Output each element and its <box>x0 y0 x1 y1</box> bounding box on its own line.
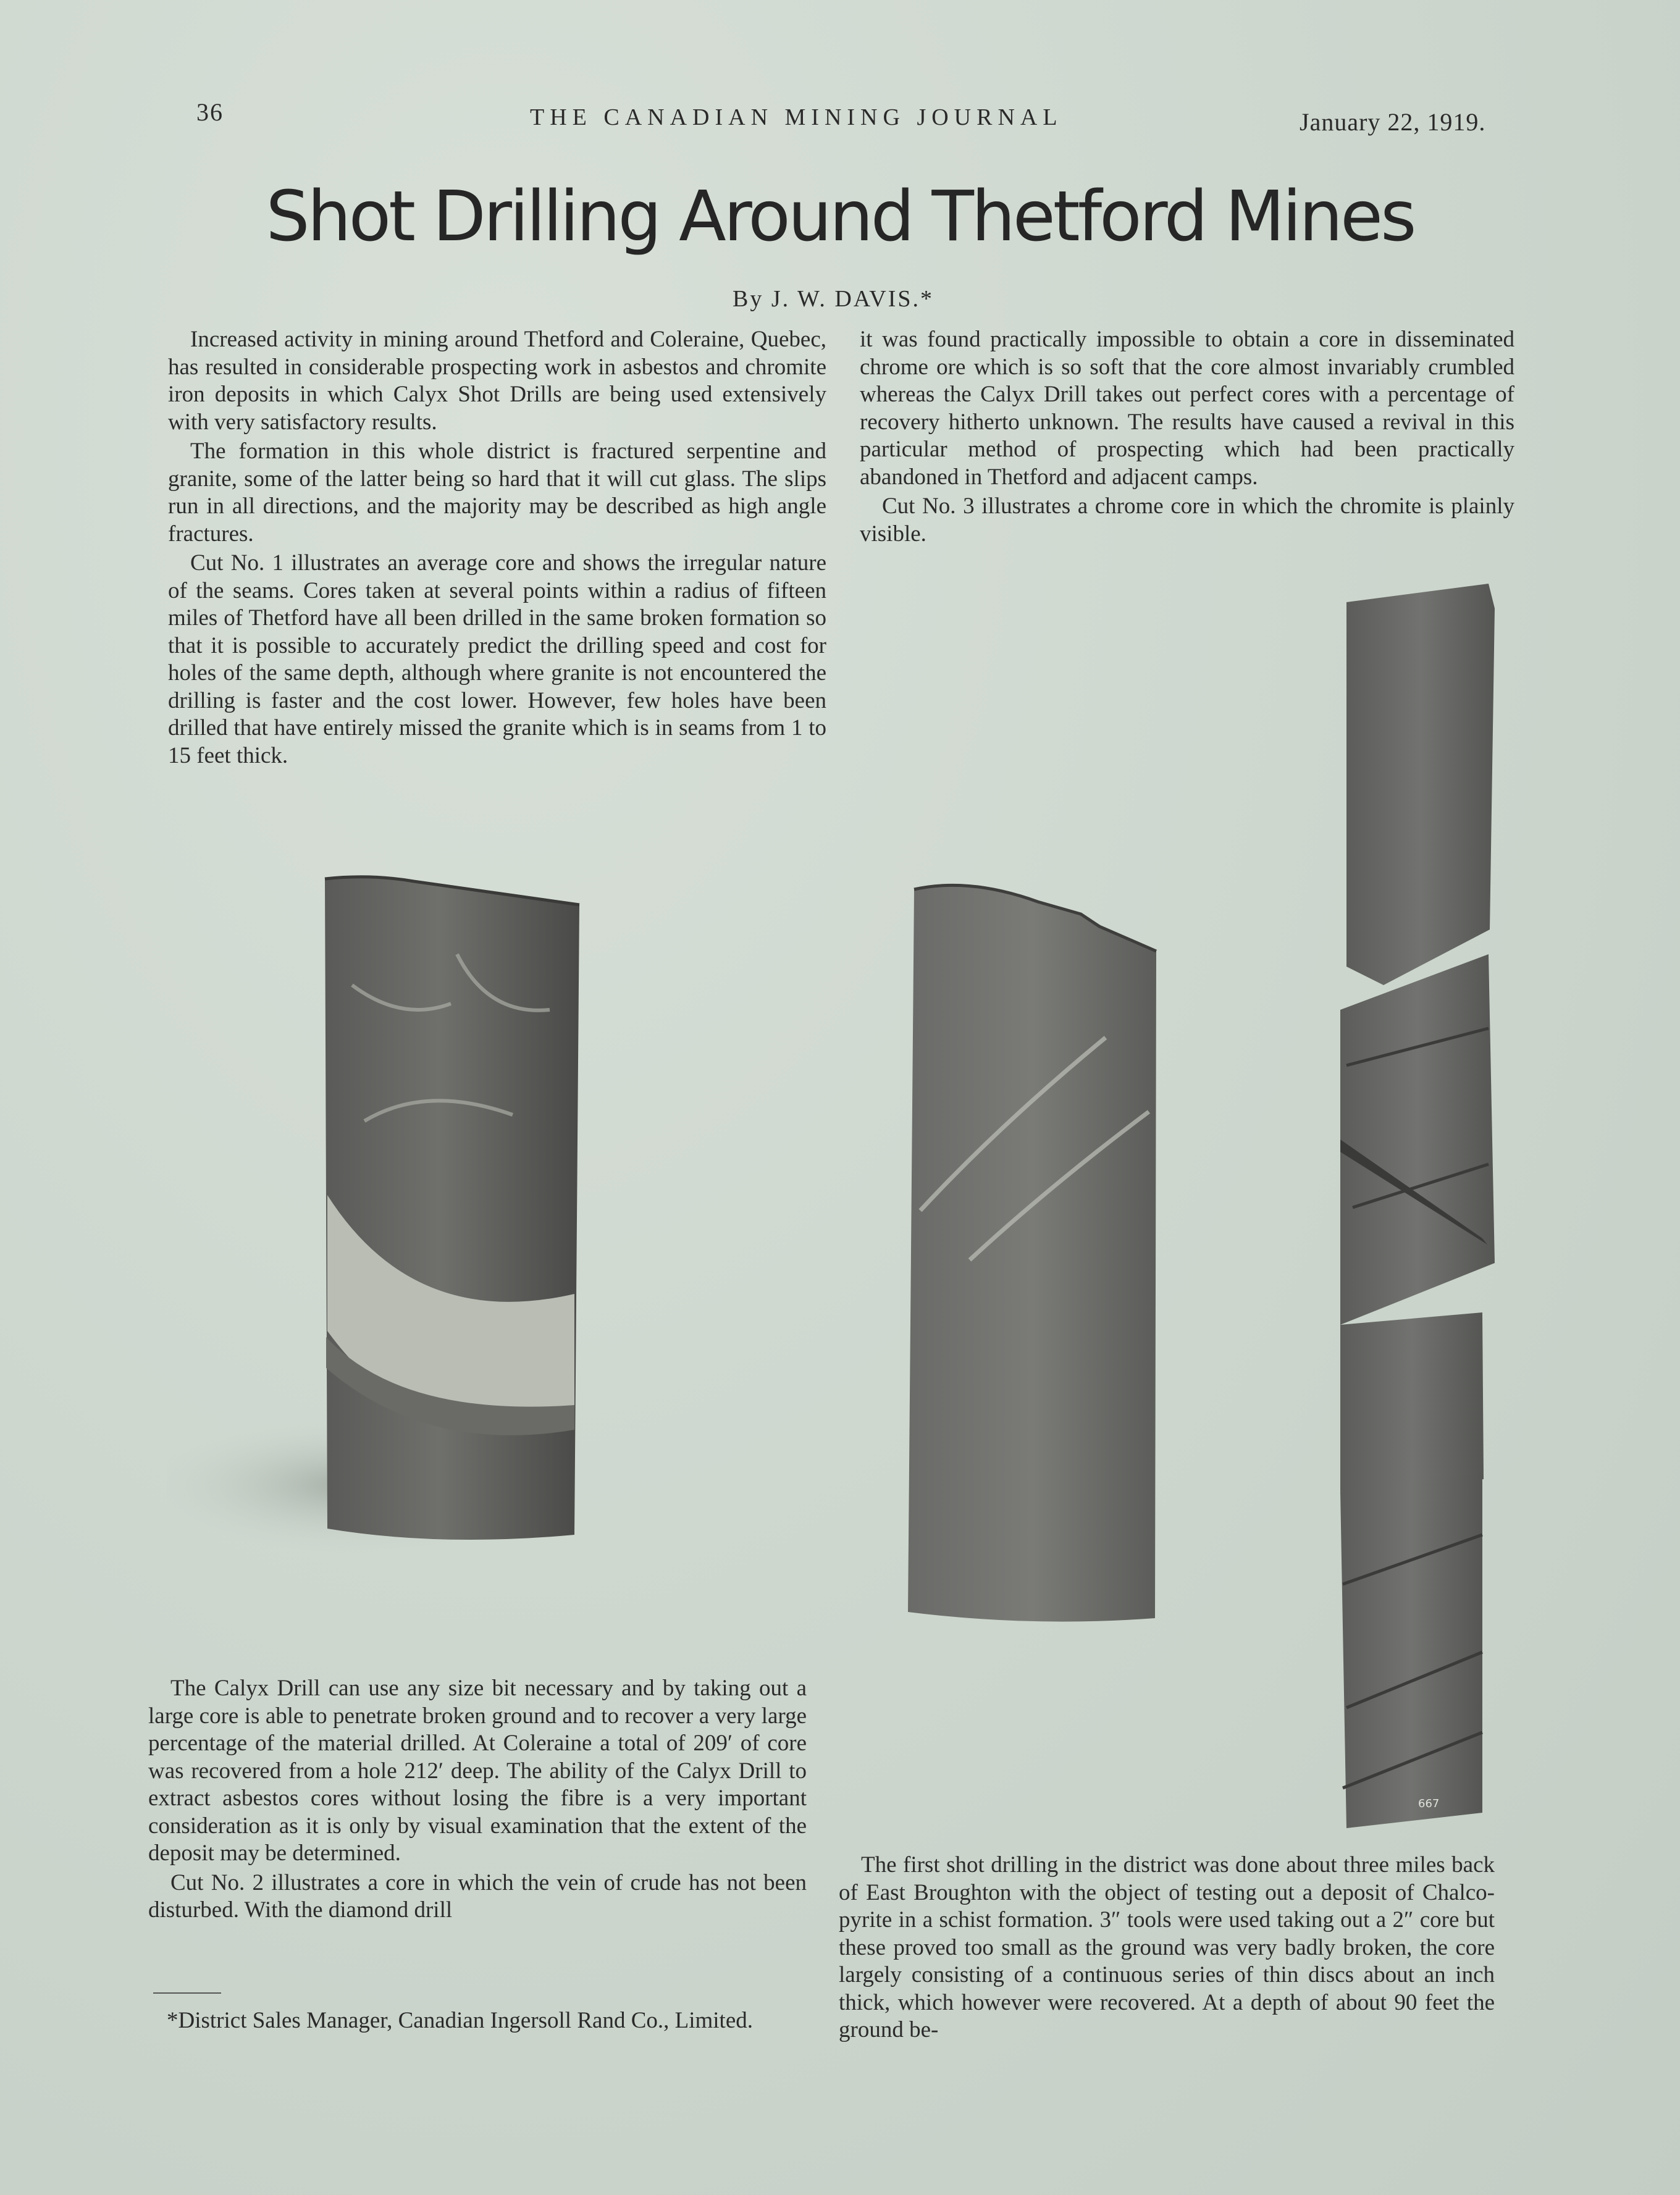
paragraph: Cut No. 3 illustrates a chrome core in which the chromite is plainly visible. <box>860 493 1514 547</box>
right-column-top <box>860 326 1514 550</box>
byline: By J. W. DAVIS.* <box>733 286 934 312</box>
paragraph: The formation in this whole district is fractured serpentine and granite, some of the latter being so hard that it will cut glass. The slips run in all directions, and the majority may be described as high angle fractures. <box>168 439 826 547</box>
paragraph: The first shot drilling in the district was done about three miles back of East Broughton with the object of testing out a deposit of Chalco-pyrite in a schist formation. 3″ tools were used taking out a 2″ core but these proved too small as the ground was very badly broken, the core largely consisting of a continuous series of thin discs about an inch thick, which however were recovered. At a depth of about 90 feet the ground be- <box>839 1852 1495 2042</box>
left-column-bottom <box>148 1675 807 1926</box>
journal-running-head: THE CANADIAN MINING JOURNAL <box>530 104 1063 130</box>
article-title: Shot Drilling Around Thetford Mines <box>266 177 1414 257</box>
footnote-rule <box>153 1992 221 1994</box>
paragraph: The Calyx Drill can use any size bit necessary and by taking out a large core is able to penetrate broken ground and to recover a very large percentage of the material drilled. At Coleraine a total of 209′ of core was recovered from a hole 212′ deep. The ability of the Calyx Drill to extract asbestos cores without losing the fibre is a very important consideration as it is only by visual examination that the extent of the deposit may be determined. <box>148 1676 807 1866</box>
core-photo-cut-2 <box>896 877 1180 1637</box>
paragraph: Cut No. 2 illustrates a core in which the vein of crude has not been disturbed. With the diamond drill <box>148 1870 807 1923</box>
left-column-top <box>168 326 826 771</box>
core-photo-cut-3 <box>1328 584 1513 1844</box>
core-photo-cut-1 <box>167 862 611 1559</box>
paragraph: it was found practically impossible to obtain a core in disseminated chrome ore which is so soft that the core almost invariably crumbled whereas the Calyx Drill takes out perfect cores with a percentage of recovery hitherto unknown. The results have caused a revival in this particular method of prospecting which had been practically abandoned in Thetford and adjacent camps. <box>860 327 1514 490</box>
page-number: 36 <box>196 98 224 126</box>
issue-date: January 22, 1919. <box>1300 108 1486 136</box>
paragraph: Cut No. 1 illustrates an average core and shows the irregular nature of the seams. Cores taken at several points within a radius of fifteen miles of Thetford have all been drilled in the same broken formation so that it is possible to accurately predict the drilling speed and cost for holes of the same depth, although where granite is not encountered the drilling is faster and the cost lower. However, few holes have been drilled that have entirely missed the granite which is in seams from 1 to 15 feet thick. <box>168 550 826 768</box>
plate-number: 667 <box>1418 1797 1440 1810</box>
footnote: *District Sales Manager, Canadian Ingersoll Rand Co., Limited. <box>167 2008 754 2033</box>
right-column-bottom <box>839 1852 1495 2046</box>
paragraph: Increased activity in mining around Thetford and Coleraine, Quebec, has resulted in considerable prospecting work in asbestos and chromite iron deposits in which Calyx Shot Drills are being used extensively with very satisfactory results. <box>168 327 826 435</box>
